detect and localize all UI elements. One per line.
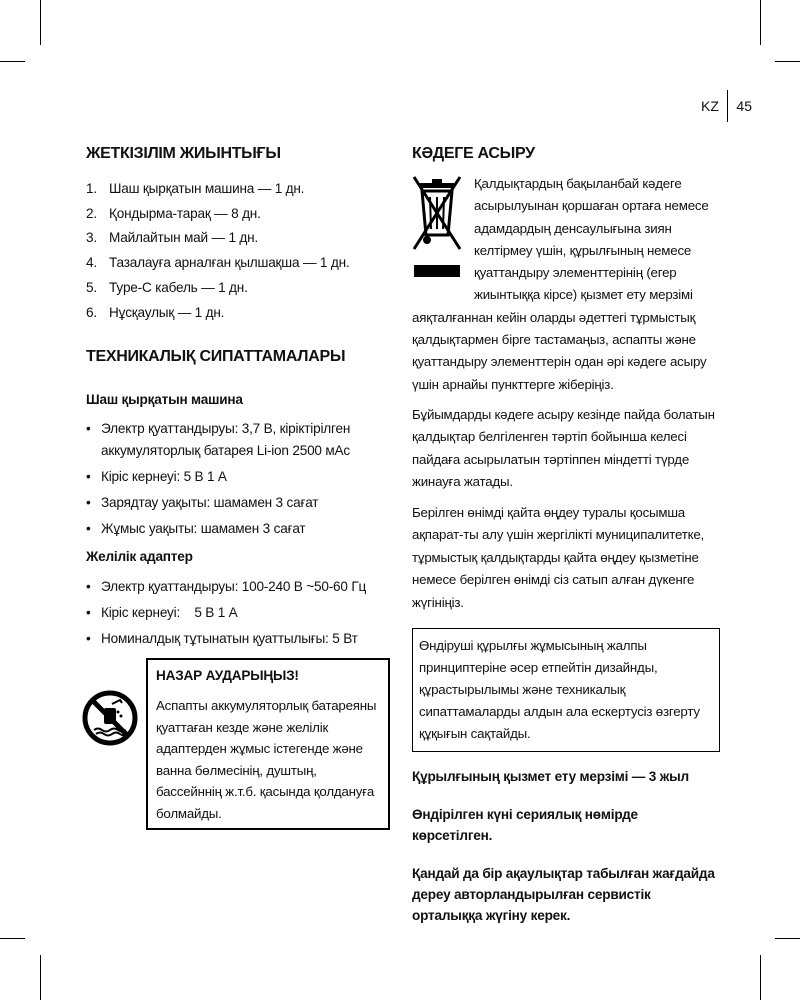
adapter-title: Желілік адаптер <box>86 549 193 565</box>
list-item: 3. Майлайтын май — 1 дн. <box>86 230 258 246</box>
adapter-specs-list <box>86 576 394 650</box>
disposal-text: Қалдықтардың бақыланбай кәдеге асырылуынан қоршаған ортаға немесе адамдардың денсаулығына зиян келтірмеу үшін, құрылғының немесе қуаттандыру элементтерінің (егер жиынтыққа кірсе) қызмет ету мерзімі аяқталғаннан кейін оларды әдеттегі тұрмыстық қалдықтармен бірге тастамаңыз, аспапты және қуаттандыру элементтерін одан әрі кәдеге асыру үшін арнайы пункттерге жіберіңіз. <box>412 176 709 392</box>
disposal-section <box>412 173 720 396</box>
package-list <box>86 177 394 325</box>
warning-text: Аспапты аккумуляторлық батареяны қуаттаған кезде және желілік адаптерден жұмыс істегенде және ванна бөлмесінің, душтың, бассейннің ж.т.б. қасында қолдануға болмайды. <box>156 698 377 821</box>
defects-notice: Қандай да бір ақаулықтар табылған жағдайда дереу авторландырылған сервистік орталыққа жүгіну керек. <box>412 866 715 924</box>
manufacture-date: Өндірілген күні сериялық нөмірде көрсетілген. <box>412 807 638 844</box>
language-code: KZ <box>701 98 719 114</box>
machine-title: Шаш қырқатын машина <box>86 392 243 408</box>
list-item: • Кіріс кернеуі: 5 В 1 А <box>86 466 394 488</box>
disposal-paragraph-3: Берілген өнімді қайта өңдеу туралы қосымша ақпарат-ты алу үшін жергілікті муниципалитетке, тұрмыстық қалдықтарды қайта өңдеу қызметіне немесе берілген өнімді сіз сатып алған дүкенге жүгініңіз. <box>412 504 705 610</box>
crop-mark <box>760 0 761 45</box>
machine-specs-list <box>86 418 394 540</box>
list-item: 2. Қондырма-тарақ — 8 дн. <box>86 205 261 221</box>
page-header <box>701 90 752 122</box>
list-item: 4. Тазалауға арналған қылшақша — 1 дн. <box>86 255 350 271</box>
list-item: 6. Нұсқаулық — 1 дн. <box>86 304 225 320</box>
list-item: 1. Шаш қырқатын машина — 1 дн. <box>86 181 305 196</box>
crop-mark <box>775 61 800 62</box>
package-title: ЖЕТКІЗІЛІМ ЖИЫНТЫҒЫ <box>86 145 281 162</box>
service-life: Құрылғының қызмет ету мерзімі — 3 жыл <box>412 769 689 785</box>
no-water-use-icon <box>82 690 138 746</box>
list-item: • Номиналдық тұтынатын қуаттылығы: 5 Вт <box>86 628 394 650</box>
crop-mark <box>40 0 41 45</box>
crop-mark <box>0 938 25 939</box>
right-column <box>412 143 720 926</box>
warning-title: НАЗАР АУДАРЫҢЫЗ! <box>156 668 299 684</box>
header-divider <box>727 90 729 122</box>
page-number: 45 <box>736 98 752 114</box>
list-item: • Электр қуаттандыруы: 100-240 В ~50-60 Гц <box>86 576 394 598</box>
crop-mark <box>760 955 761 1000</box>
disposal-title: КӘДЕГЕ АСЫРУ <box>412 145 535 162</box>
list-item: 5. Type-C кабель — 1 дн. <box>86 279 248 295</box>
list-item: • Зарядтау уақыты: шамамен 3 сағат <box>86 492 394 514</box>
specs-title: ТЕХНИКАЛЫҚ СИПАТТАМАЛАРЫ <box>86 348 346 366</box>
manufacturer-note-box: Өндіруші құрылғы жұмысының жалпы принциптеріне әсер етпейтін дизайнды, құрастырылымы және техникалық сипаттамаларды алдын ала ескертусіз өзгерту құқығын сақтайды. <box>412 628 720 752</box>
crop-mark <box>0 61 25 62</box>
warning-box <box>146 658 390 830</box>
left-column <box>86 143 394 830</box>
disposal-paragraph-2: Бұйымдарды кәдеге асыру кезінде пайда болатын қалдықтар белгіленген тәртіп бойынша келесі пайдаға асырылатын тәртіппен міндетті түрде жинауға жатады. <box>412 406 715 490</box>
crop-mark <box>40 955 41 1000</box>
list-item: • Жұмыс уақыты: шамамен 3 сағат <box>86 518 394 540</box>
crop-mark <box>775 938 800 939</box>
crossed-out-wheelie-bin-icon <box>412 173 462 281</box>
list-item: • Кіріс кернеуі: 5 В 1 А <box>86 602 394 624</box>
list-item: • Электр қуаттандыруы: 3,7 В, кіріктірілген аккумуляторлық батарея Li-ion 2500 мАс <box>86 418 394 462</box>
